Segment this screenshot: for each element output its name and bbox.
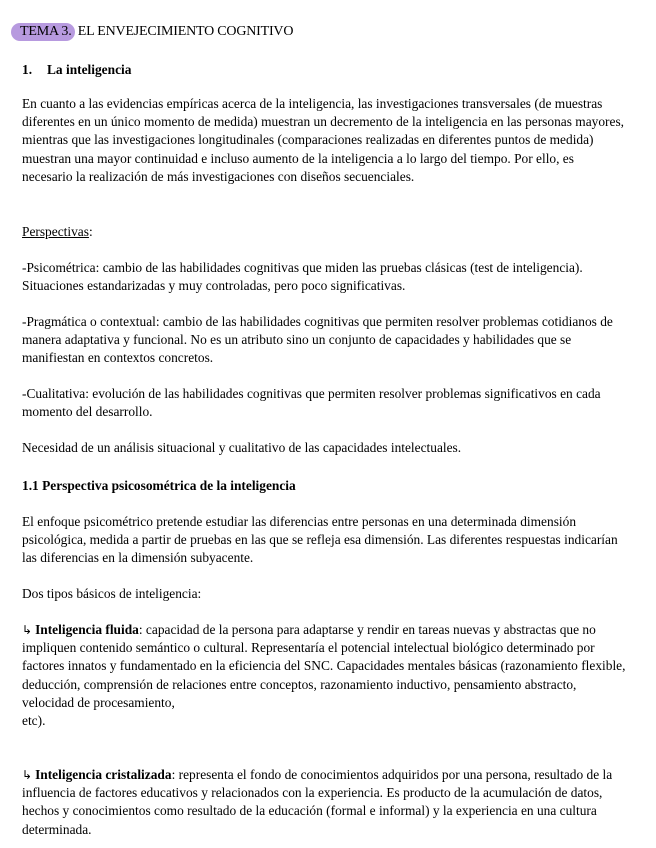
section-number: 1. [22,62,33,77]
perspective-qualitative: -Cualitativa: evolución de las habilidades cognitivas que permiten resolver problemas significativos en cada momento del desarrollo. [22,386,601,420]
types-intro: Dos tipos básicos de inteligencia: [22,586,202,601]
fluid-text: : capacidad de la persona para adaptarse y rendir en tareas nuevas y abstractas que no impliquen contenido semántico o cultural. Representaría el potencial intelectual biológico determinado por factores innatos y fundamentado en la eficiencia del SNC. Capacidades mentales básicas (razonamiento flexible, deducción, comprensión de relaciones entre conceptos, razonamiento inductivo, pensamiento abstracto, velocidad de procesamiento, [22,622,626,710]
fluid-intelligence-item [22,621,626,730]
arrow-icon: ↳ [22,623,33,637]
necessity-paragraph: Necesidad de un análisis situacional y cualitativo de las capacidades intelectuales. [22,440,462,455]
perspective-pragmatic: -Pragmática o contextual: cambio de las habilidades cognitivas que permiten resolver problemas cotidianos de manera adaptativa y funcional. No es un atributo sino un conjunto de capacidades y habilidades que se manifiestan en contextos concretos. [22,314,613,366]
topic-tag: TEMA 3. [11,23,75,41]
perspectives-label: Perspectivas [22,224,89,239]
document-title: EL ENVEJECIMIENTO COGNITIVO [74,24,294,39]
intro-paragraph: En cuanto a las evidencias empíricas acerca de la inteligencia, las investigaciones transversales (de muestras diferentes en un único momento de medida) muestran un decremento de la inteligencia en las personas mayores, mientras que las investigaciones longitudinales (comparaciones realizadas en diferentes puntos de medida) muestran una mayor continuidad e incluso aumento de la inteligencia a lo largo del tiempo. Por ello, es necesario la realización de más investigaciones con diseños secuenciales. [22,96,624,184]
crystallized-term: Inteligencia cristalizada [35,767,172,782]
arrow-icon: ↳ [22,768,33,782]
section-heading [22,61,626,79]
fluid-tail: etc). [22,713,46,729]
section-title: La inteligencia [47,62,132,77]
perspectives-colon: : [88,224,93,239]
fluid-term: Inteligencia fluida [35,622,139,637]
crystallized-text: : representa el fondo de conocimientos adquiridos por una persona, resultado de la influencia de factores educativos y relacionados con la experiencia. Es producto de la acumulación de datos, hechos y conocimientos como resultado de la educación (formal e informal) y la experiencia en una cultura determinada. [22,767,613,837]
subsection-heading: 1.1 Perspectiva psicosométrica de la inteligencia [22,478,296,493]
document-header [22,23,626,41]
crystallized-intelligence-item [22,766,626,839]
approach-paragraph: El enfoque psicométrico pretende estudiar las diferencias entre personas en una determinada dimensión psicológica, medida a partir de pruebas en las que se refleja esa dimensión. Las diferentes respuestas indicarían las diferencias en la dimensión subyacente. [22,514,618,566]
perspectives-heading [22,223,626,241]
perspective-psychometric: -Psicométrica: cambio de las habilidades cognitivas que miden las pruebas clásicas (test de inteligencia). Situaciones estandarizadas y muy controladas, pero poco significativas. [22,260,583,294]
